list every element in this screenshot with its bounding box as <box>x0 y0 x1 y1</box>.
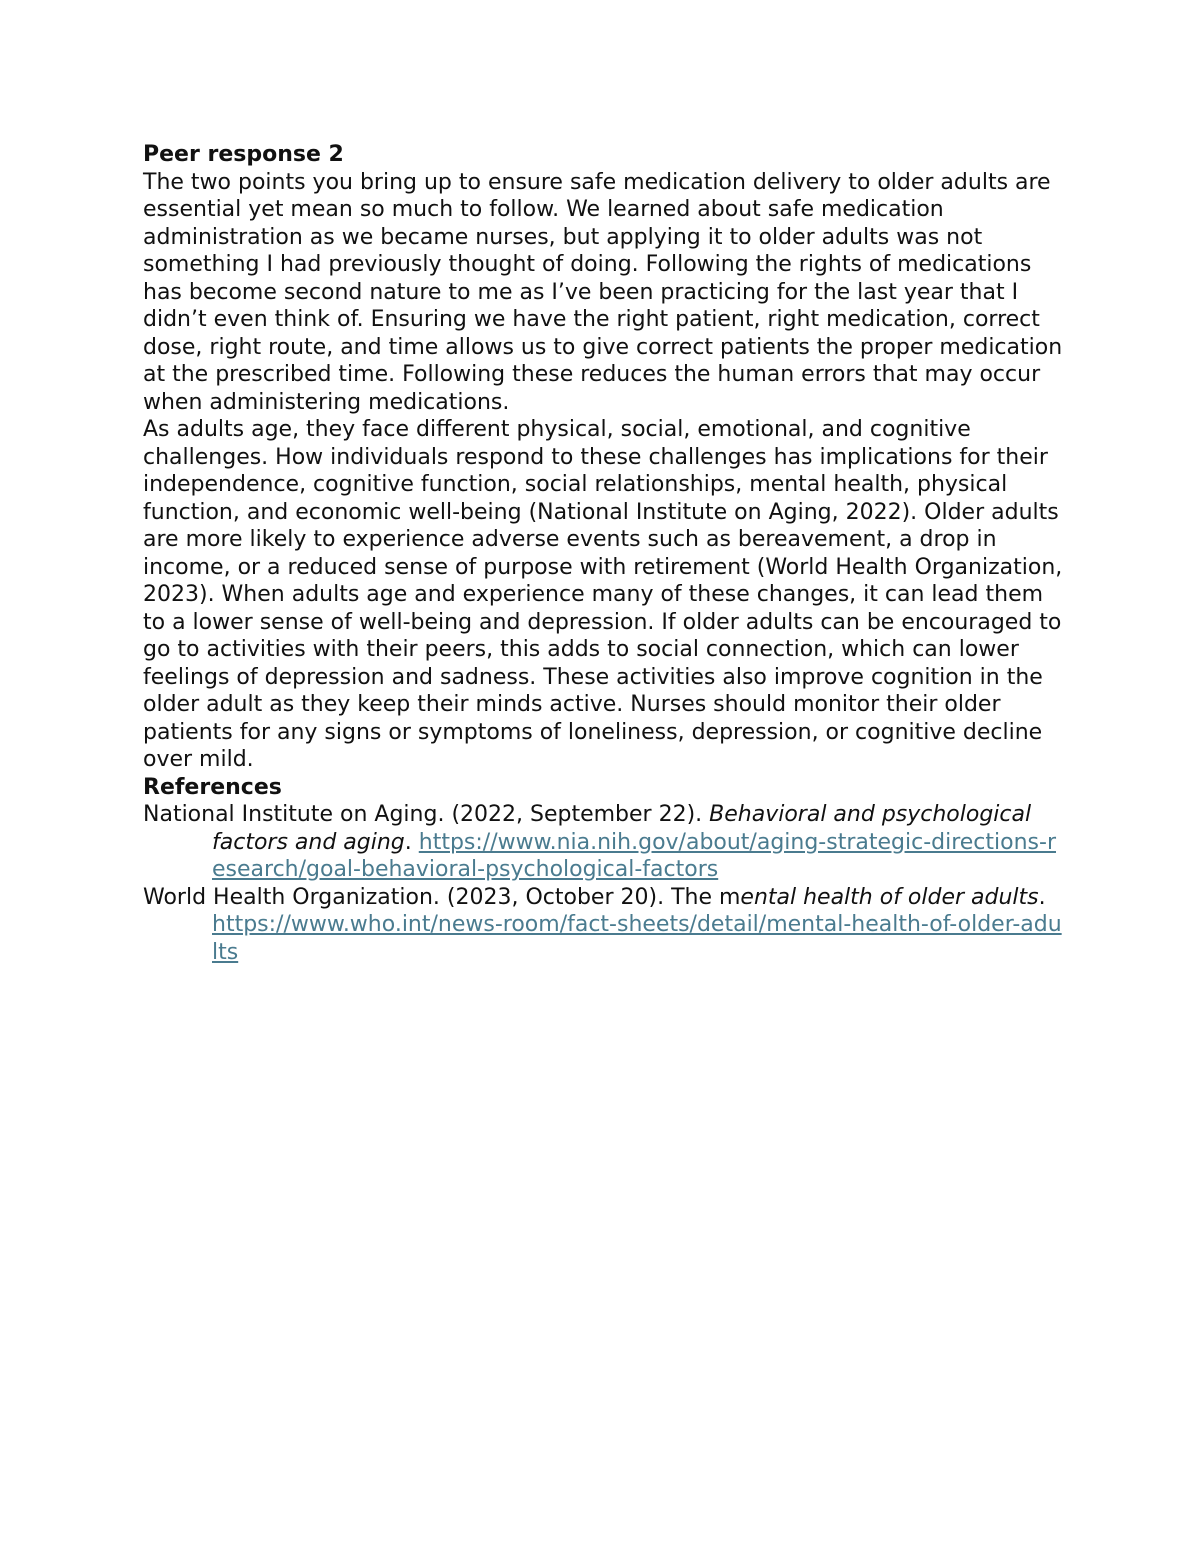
reference-link-who[interactable]: https://www.who.int/news-room/fact-sheets/detail/mental-health-of-older-adults <box>212 912 1062 965</box>
paragraph-medication-safety: The two points you bring up to ensure safe medication delivery to older adults are essential yet mean so much to follow. We learned about safe medication administration as we became nurses, but applying it to older adults was not something I had previously thought of doing. Following the rights of medications has become second nature to me as I’ve been practicing for the last year that I didn’t even think of. Ensuring we have the right patient, right medication, correct dose, right route, and time allows us to give correct patients the proper medication at the prescribed time. Following these reduces the human errors that may occur when administering medications. <box>143 169 1063 415</box>
reference-title: Behavioral and psychological factors and aging <box>212 802 1032 855</box>
paragraph-aging-challenges: As adults age, they face different physical, social, emotional, and cognitive challenges. How individuals respond to these challenges has implications for their independence, cognitive function, social relationships, mental health, physical function, and economic well-being (National Institute on Aging, 2022). Older adults are more likely to experience adverse events such as bereavement, a drop in income, or a reduced sense of purpose with retirement (World Health Organization, 2023). When adults age and experience many of these changes, it can lead them to a lower sense of well-being and depression. If older adults can be encouraged to go to activities with their peers, this adds to social connection, which can lower feelings of depression and sadness. These activities also improve cognition in the older adult as they keep their minds active. Nurses should monitor their older patients for any signs or symptoms of loneliness, depression, or cognitive decline over mild. <box>143 417 1063 772</box>
document-page <box>143 141 1063 966</box>
reference-list <box>143 801 1063 966</box>
reference-item-who <box>143 884 1063 967</box>
reference-separator: . <box>404 829 419 855</box>
reference-item-nia <box>143 801 1063 884</box>
reference-title: ental health of older adults <box>740 884 1039 910</box>
reference-separator: . <box>1038 884 1046 910</box>
references-heading: References <box>143 774 282 800</box>
reference-author-date: World Health Organization. (2023, October 20). The m <box>143 884 741 910</box>
reference-author-date: National Institute on Aging. (2022, September 22). <box>143 802 710 827</box>
document-title: Peer response 2 <box>143 142 344 167</box>
reference-link-nia[interactable]: https://www.nia.nih.gov/about/aging-strategic-directions-research/goal-behavioral-psychological-factors <box>212 829 1056 882</box>
